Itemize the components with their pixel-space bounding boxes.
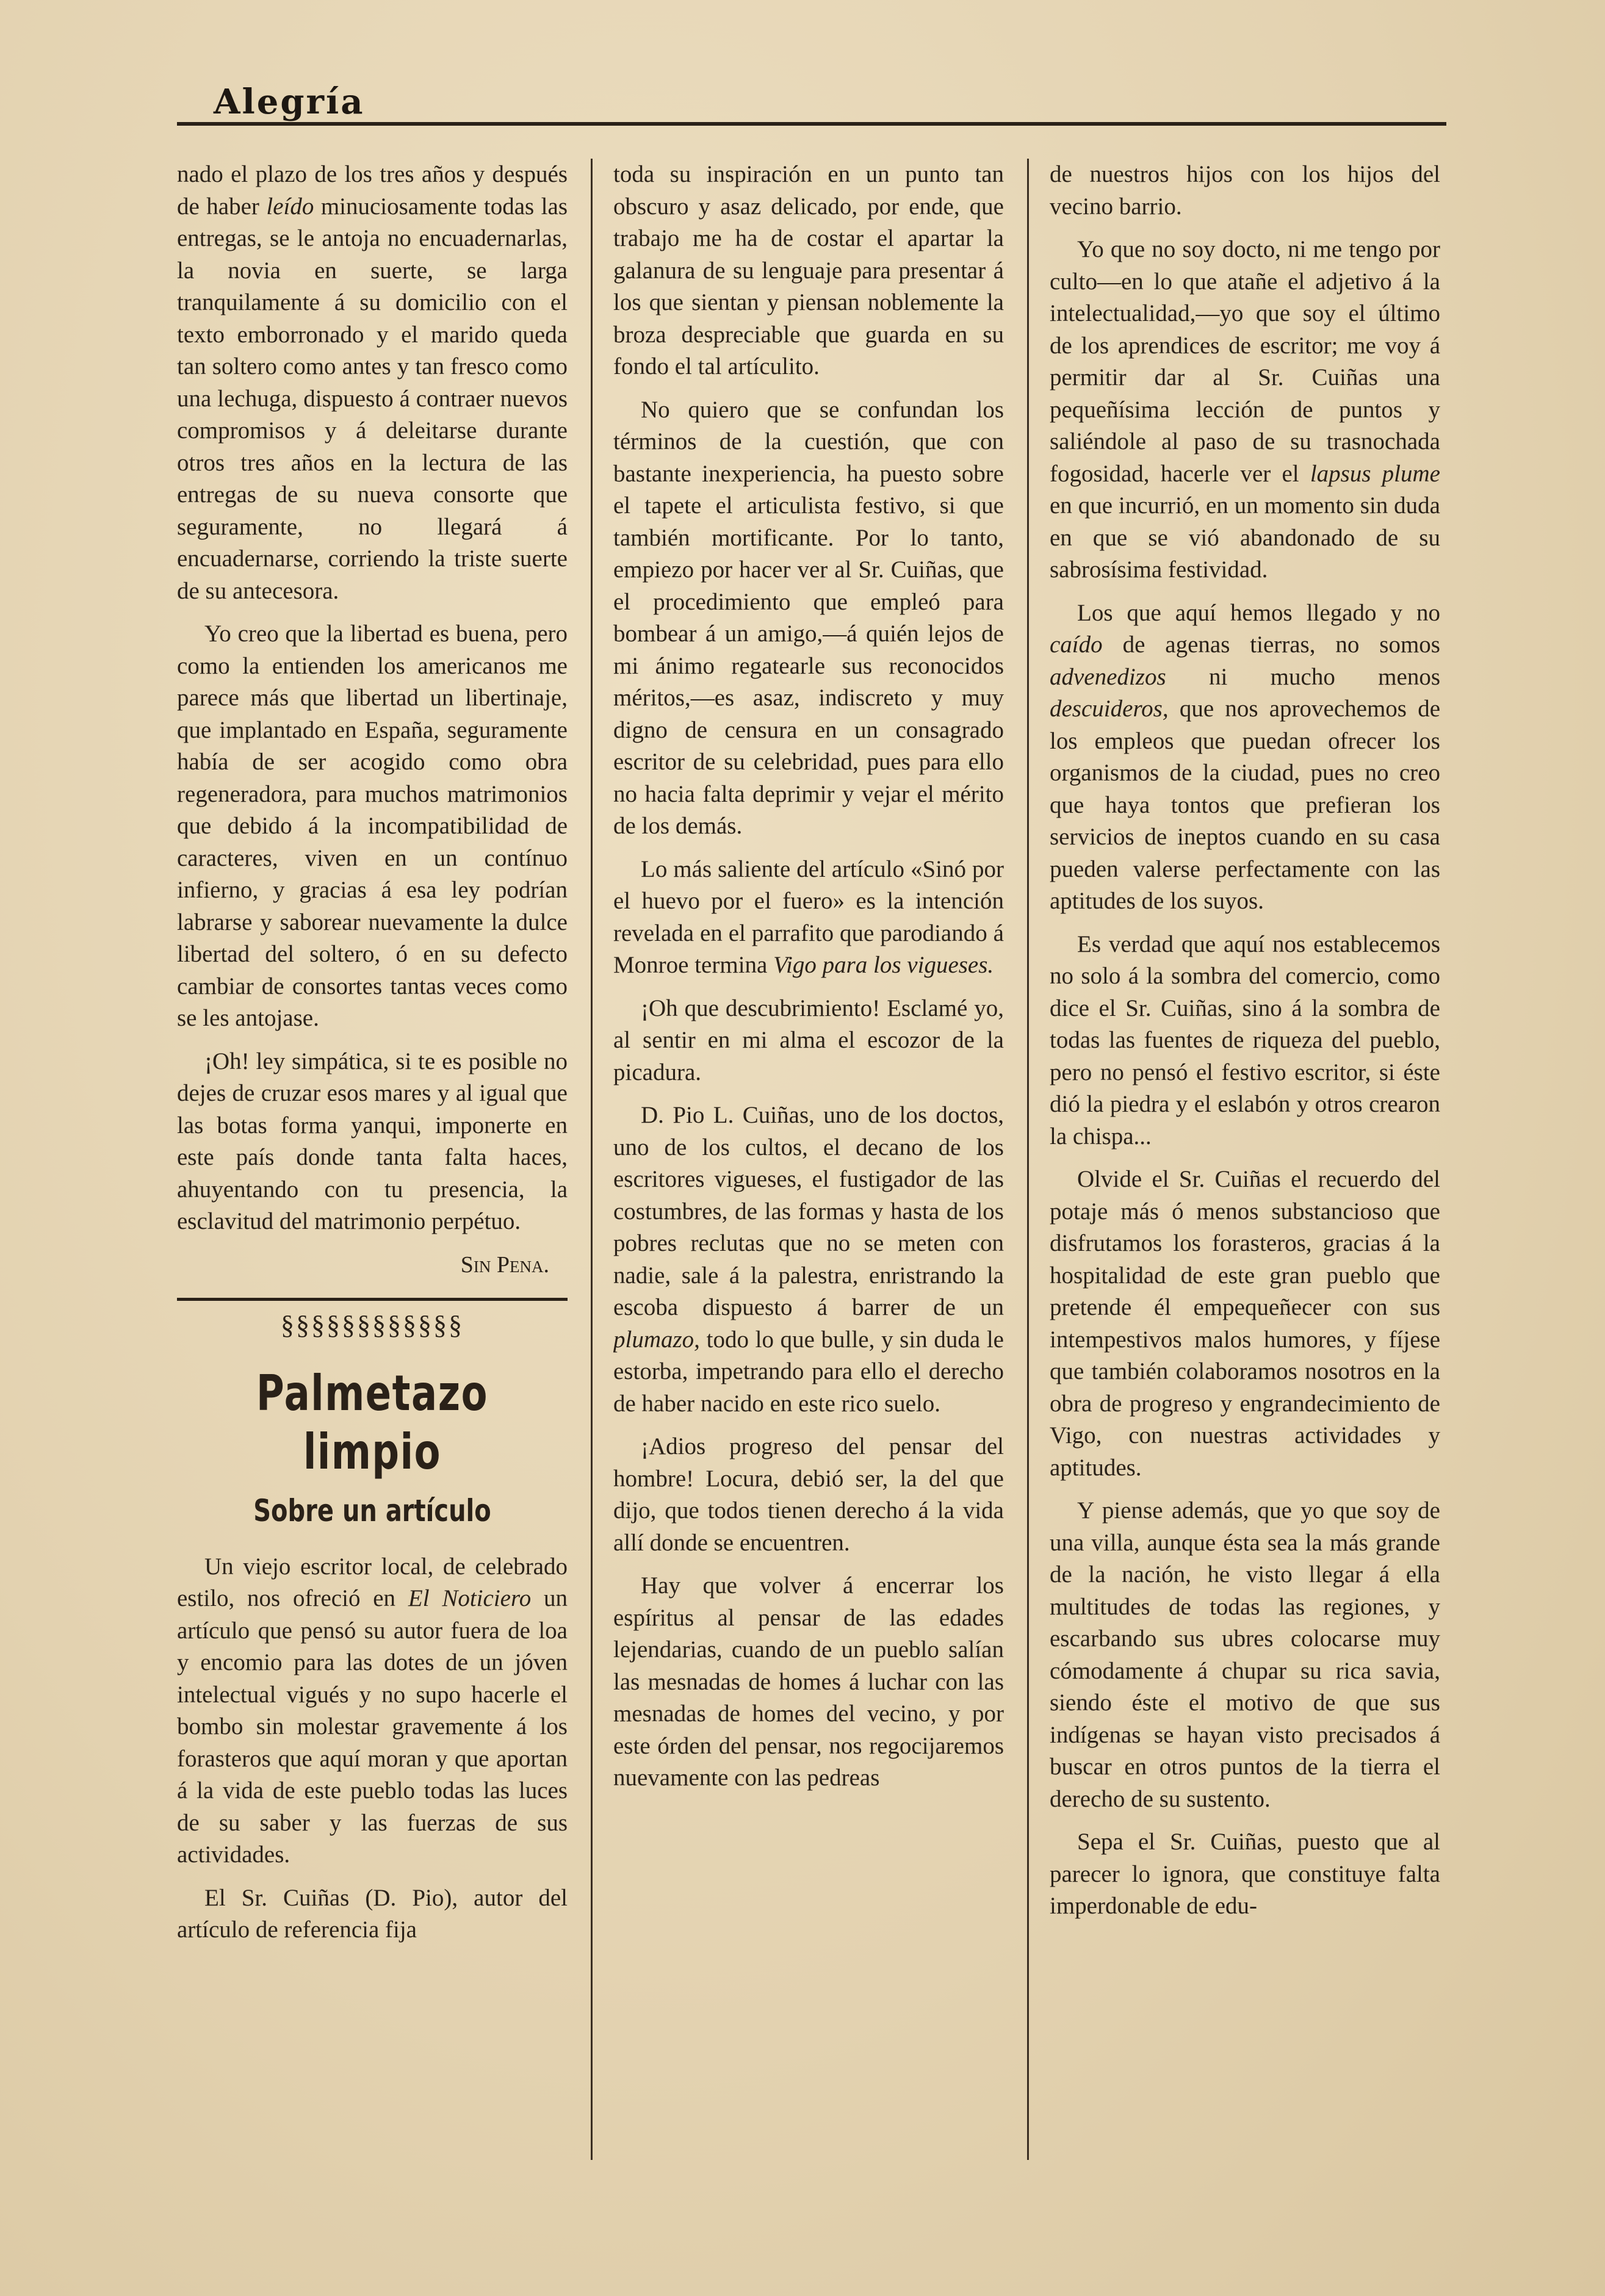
- paragraph: Olvide el Sr. Cuiñas el recuerdo del potaje más ó menos substancioso que disfrutamos los forasteros, gracias á la hospitalidad de este gran pueblo que pretende él empequeñecer con sus intempestivos malos humores, y fíjese que también colaboramos nosotros en la obra de progreso y engrandecimiento de Vigo, con nuestras actividades y aptitudes.: [1050, 1166, 1440, 1481]
- ornamental-divider: §§§§§§§§§§§§: [177, 1298, 568, 1342]
- author-signature: Sin Pena.: [460, 1251, 549, 1278]
- paragraph: Es verdad que aquí nos establecemos no solo á la sombra del comercio, como dice el Sr. Cuiñas, sino á la sombra de todas las fuentes de riqueza del pueblo, pero no pensó el festivo escritor, si éste dió la piedra y el eslabón y otros crearon la chispa...: [1050, 930, 1440, 1150]
- paragraph: Hay que volver á encerrar los espíritus al pensar de las edades lejendarias, cuando de un pueblo salían las mesnadas de homes á luchar con las mesnadas de homes del vecino, y por este órden del pensar, nos regocijaremos nuevamente con las pedreas: [613, 1572, 1004, 1791]
- column-1: [177, 159, 568, 2160]
- column-divider: [1027, 159, 1029, 2160]
- column-divider: [591, 159, 593, 2160]
- article-headline: Palmetazo limpio: [256, 1364, 489, 1480]
- paragraph: Yo creo que la libertad es buena, pero como la entienden los americanos me parece más que libertad un libertinaje, que implantado en España, seguramente había de ser acogido como obra regeneradora, para muchos matrimonios que debido á la incompatibilidad de caracteres, viven en un contínuo infierno, y gracias á esa ley podrían labrarse y saborear nuevamente la dulce libertad del soltero, ó en su defecto cambiar de consortes tantas veces como se les antojase.: [177, 621, 568, 1031]
- paragraph: de nuestros hijos con los hijos del vecino barrio.: [1050, 161, 1440, 220]
- article-subheadline: Sobre un artículo: [253, 1492, 491, 1528]
- paragraph: D. Pio L. Cuiñas, uno de los doctos, uno de los cultos, el decano de los escritores vigueses, el fustigador de las costumbres, de las formas y hasta de los pobres reclutas que no se meten con nadie, sale á la palestra, enristrando la escoba dispuesto á barrer de un plumazo, todo lo que bulle, y sin duda le estorba, impetrando para ello el derecho de haber nacido en este rico suelo.: [613, 1102, 1004, 1417]
- paragraph: El Sr. Cuiñas (D. Pio), autor del artículo de referencia fija: [177, 1884, 568, 1943]
- paragraph: ¡Oh! ley simpática, si te es posible no dejes de cruzar esos mares y al igual que las botas forma yanqui, imponerte en este país donde tanta falta haces, ahuyentando con tu presencia, la esclavitud del matrimonio perpétuo.: [177, 1048, 568, 1234]
- paragraph: Los que aquí hemos llegado y no caído de agenas tierras, no somos advenedizos ni mucho menos descuideros, que nos aprovechemos de los empleos que puedan ofrecer los organismos de la ciudad, pues no creo que haya tontos que prefieran los servicios de ineptos cuando en su casa pueden valerse perfectamente con las aptitudes de los suyos.: [1050, 599, 1440, 914]
- page-header: [177, 73, 1459, 128]
- paragraph: Y piense además, que yo que soy de una villa, aunque ésta sea la más grande de la nación, he visto llegar á ella multitudes de todas las regiones, y escarbando sus ubres colocarse muy cómodamente á chupar su rica savia, siendo éste el motivo de que sus indígenas se hayan visto precisados á buscar en otros puntos de la tierra el derecho de su sustento.: [1050, 1497, 1440, 1812]
- masthead-title: Alegría: [214, 82, 365, 122]
- paragraph: ¡Adios progreso del pensar del hombre! Locura, debió ser, la del que dijo, que todos tienen derecho á la vida allí donde se encuentren.: [613, 1433, 1004, 1556]
- article-columns: [177, 159, 1452, 2160]
- header-rule: [177, 122, 1446, 126]
- paragraph: Sepa el Sr. Cuiñas, puesto que al parecer lo ignora, que constituye falta imperdonable de edu-: [1050, 1829, 1440, 1919]
- paragraph: ¡Oh que descubrimiento! Esclamé yo, al sentir en mi alma el escozor de la picadura.: [613, 995, 1004, 1085]
- paragraph: toda su inspiración en un punto tan obscuro y asaz delicado, por ende, que trabajo me ha de costar el apartar la galanura de su lenguaje para presentar á los que sientan y piensan noblemente la broza despreciable que guarda en su fondo el tal artículito.: [613, 161, 1004, 380]
- column-3: [1050, 159, 1440, 2160]
- paragraph: Un viejo escritor local, de celebrado estilo, nos ofreció en El Noticiero un artículo que pensó su autor fuera de loa y encomio para las dotes de un jóven intelectual vigués y no supo hacerle el bombo sin molestar gravemente á los forasteros que aquí moran y que aportan á la vida de este pueblo todas las luces de su saber y las fuerzas de sus actividades.: [177, 1553, 568, 1868]
- paragraph: No quiero que se confundan los términos de la cuestión, que con bastante inexperiencia, ha puesto sobre el tapete el articulista festivo, si que también mortificante. Por lo tanto, empiezo por hacer ver al Sr. Cuiñas, que el procedimiento que empleó para bombear á un amigo,—á quién lejos de mi ánimo regatearle sus reconocidos méritos,—es asaz, indiscreto y muy digno de censura en un consagrado escritor de su celebridad, pues para ello no hacia falta deprimir y vejar el mérito de los demás.: [613, 396, 1004, 839]
- paragraph: Yo que no soy docto, ni me tengo por culto—en lo que atañe el adjetivo á la intelectualidad,—yo que soy el último de los aprendices de escritor; me voy á permitir dar al Sr. Cuiñas una pequeñísima lección de puntos y saliéndole al paso de su trasnochada fogosidad, hacerle ver el lapsus plume en que incurrió, en un momento sin duda en que se vió abandonado de su sabrosísima festividad.: [1050, 236, 1440, 583]
- column-2: [613, 159, 1004, 2160]
- paragraph: nado el plazo de los tres años y después de haber leído minuciosamente todas las entregas, se le antoja no encuadernarlas, la novia en suerte, se larga tranquilamente á su domicilio con el texto emborronado y el marido queda tan soltero como antes y tan fresco como una lechuga, dispuesto á contraer nuevos compromisos y á deleitarse durante otros tres años en la lectura de las entregas de su nueva consorte que seguramente, no llegará á encuadernarse, corriendo la triste suerte de su antecesora.: [177, 161, 568, 604]
- paragraph: Lo más saliente del artículo «Sinó por el huevo por el fuero» es la intención revelada en el parrafito que parodiando á Monroe termina Vigo para los vigueses.: [613, 855, 1004, 978]
